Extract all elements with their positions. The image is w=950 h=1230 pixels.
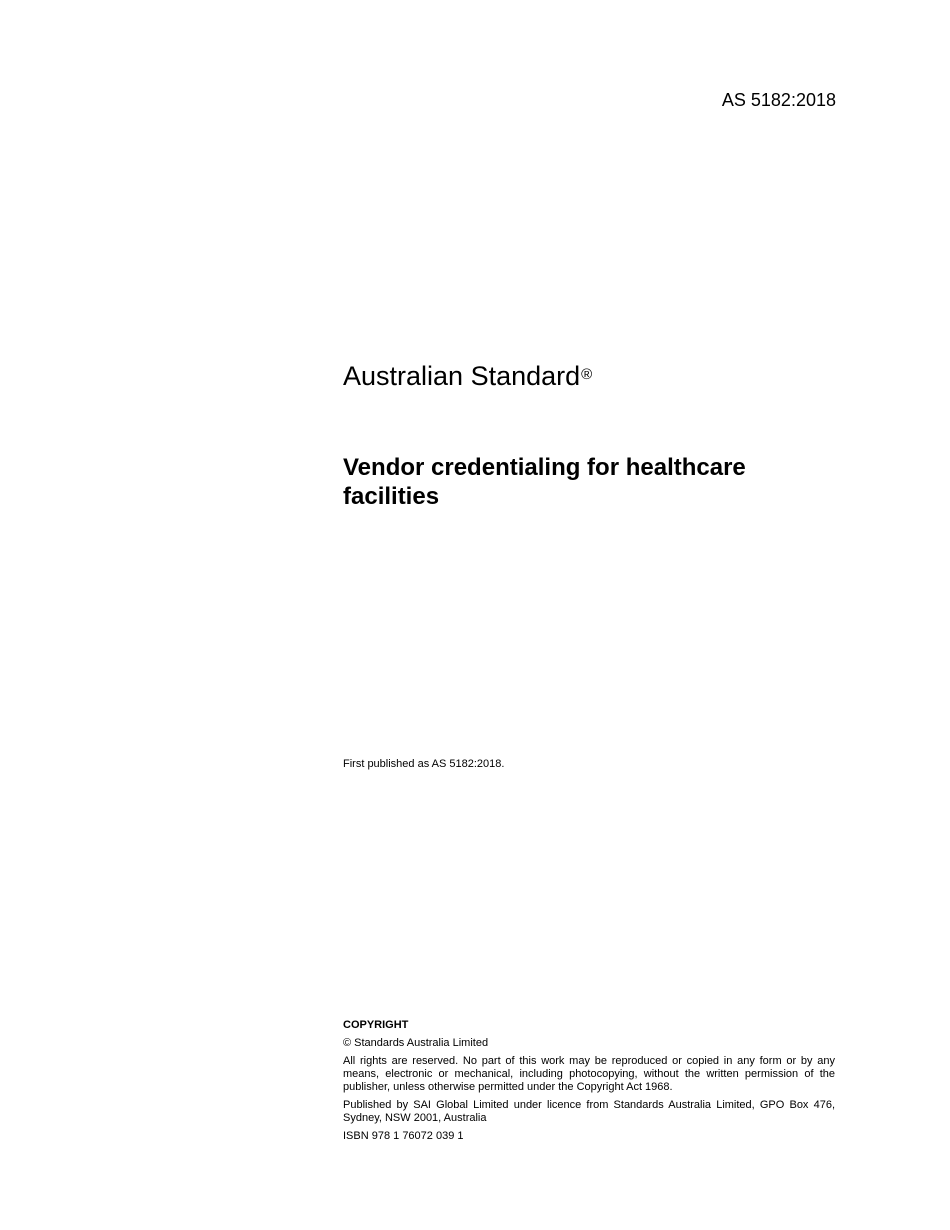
rights-statement: All rights are reserved. No part of this work may be reproduced or copied in any form or by any means, electronic or mechanical, including photocopying, without the written permission of the publisher, unless otherwise permitted under the Copyright Act 1968. [343,1055,835,1093]
title-line-2: facilities [343,483,440,510]
publisher-statement: Published by SAI Global Limited under licence from Standards Australia Limited, GPO Box 476, Sydney, NSW 2001, Australia [343,1099,835,1124]
document-title [343,453,813,511]
first-published-note: First published as AS 5182:2018. [343,758,505,770]
standard-type-heading [343,360,592,392]
copyright-block [343,1019,835,1148]
title-line-1: Vendor credentialing for healthcare [343,454,746,481]
isbn: ISBN 978 1 76072 039 1 [343,1130,464,1142]
copyright-holder: © Standards Australia Limited [343,1037,489,1049]
standard-type-label: Australian Standard [343,361,581,391]
copyright-heading: COPYRIGHT [343,1019,409,1031]
registered-mark: ® [581,366,593,383]
document-number: AS 5182:2018 [721,90,836,110]
